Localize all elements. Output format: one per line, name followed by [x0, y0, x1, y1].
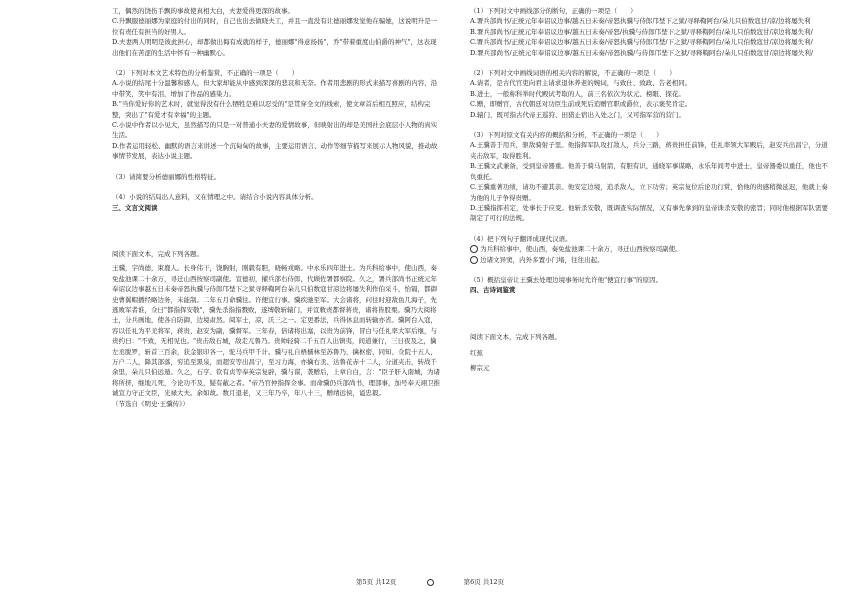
instruction: 阅读下面文本，完成下列各题。: [112, 249, 203, 258]
section-heading: 四、古诗词鉴赏: [470, 286, 516, 295]
translate-item-2: [470, 255, 830, 265]
circled-number-icon: [470, 256, 478, 264]
left-column: [112, 6, 442, 409]
option-d: D.王骥指挥若定，处事长于应变。他斩杀安敬，既调查实际情况，又有事先拿到的皇帝诛杀安敬的密旨；同时他根据军队需要制定了可行的法规。: [470, 203, 829, 223]
question-4: （4）把下列句子翻译成现代汉语。: [470, 234, 572, 243]
paragraph: 工，偶然的饶伤手飘的事故使真相大白，夫妻爱得更深的故事。: [112, 7, 294, 15]
right-column: [470, 6, 830, 373]
option-a: A.小说的结尾十分温馨和感人，但大家却能从中感到深深的悲哀和无奈。作者用悲剧的形式来描写喜剧的内容，沿中带笑，笑中有泪，增加了作品的感染力。: [112, 79, 438, 98]
translate-sentence: 边诸文异窦，内外多置小门堵，往往出起。: [480, 255, 604, 264]
translate-sentence: 为兵科给事中，使山西，奏免盐池课二十余万，寻迁山西按察司副使。: [480, 245, 682, 254]
question-2: （2）下列对文中画线词语的相关内容的解说，不正确的一项是（ ）: [470, 69, 676, 78]
page-number-left: 第5页 共12页: [355, 578, 397, 586]
option-d: D.作者运用轻松、幽默的语言来讲述一个沉甸甸的故事，主要运用语言、动作等细节描写来展示人物风貌，推动故事情节发展，表达小说主题。: [112, 141, 438, 161]
option-a: A.请者，是古代官吏向君主请求退休养老的婉词，与致仕、致政、告老相同。: [470, 79, 692, 88]
question-3: （3）请简要分析德丽娜的性格特征。: [112, 172, 221, 181]
instruction: 阅读下面文本，完成下列各题。: [470, 332, 561, 341]
translate-item-1: [470, 244, 830, 254]
classical-passage: 王骥，字尚德，束鹿人。长身伟干，饶胸射，刚毅有胆，晓畅戎略。中永乐四年进士。为兵科给事中，使山西，奏免盐池课二十余万，寻迁山西按察司副使。宣德初，擢兵部右侍郎，代顾佐署都察院。久之，署兵部尚书正统元年奉诏议边事越五日未奏帝怒执骥与侍郎邝埜下之狱寻释鞫阿台朵儿只伯数寇甘凉边将屡失利作伯采斗，怡镉，都御史曹翼帽播经略边务，未能制。二年五月命骥往。许便宜行事。骥疾驰至军。大会诸将，问往时迎敌鱼几海子，先逃败军者谁，佥曰"都指挥安敬"，骥先杀指指戮败，遂缚敬斩辕门，并宣敕责都督蒋贵，诸将皆股栗。骥乃大阅将士，分兵画地，使各自防御，边境肃然。阅军士，凉，沃三之一。定更番法，兵得休息而转输亦省。骥阿台入寇，容以任礼为平羌将军，蒋贵、赵安为副，骥督军。三年春，倍诸将出塞，以贵为前锋，冒白与任礼率大军后继，与贵约曰："不致，无相见也。"贵击敌石城，敌走兀鲁乃。贵帅轻骑二千五百人出镇夷，间道兼行，三日夜及之，擒左丞脱罗，斩首三百余，获金银印各一，驼马兵甲千计。骥与礼自梧檽林至苏鲁乃，擒枢密、同知、佥院十五人，万户二人，降其部落，穷追至黑泉，而超安等出昌宁，至习力海，亦擒右丞、达鲁花赤十二人，分道夹击，转战千余里，朵儿只伯远遁。久之，石亨、钦有贞等奉英宗复辟，骥与谋，袭赠后，上章自白，言："臣子肝入南城，为诸将所挤，继地儿死，今论功不及，疑有蔽之者。"帝乃官仲指挥佥事。而命骥仍兵部尚书，理部事，加号奉天翊卫推诚宣力守正文臣，光禄大夫。余如故。数月退老，又三年乃卒，年八十三，赠靖远侯，谥忠毅。: [112, 264, 440, 398]
paragraph: C.升飘服德丽娜为家庭的付出的同时，自己也出去做晓夫工，并且一直没有让德丽娜发觉他在骗她，这说明升是一位有责任有担当的好男人。: [112, 17, 438, 36]
option-c: C.署兵部尚书/正统元年奉诏议边事/越五日未奏/帝怒执骥与侍郎邝埜/下之狱/寻释鞫阿台/朵儿只伯数寇甘/凉边将屡失利/: [470, 38, 813, 47]
poem-author: 柳宗元: [470, 363, 490, 372]
circled-number-icon: [470, 245, 478, 253]
paragraph: D.夫妻两人明明是彼此担心，却都做出侮有成就的样子，德丽娜"得意扬扬"，乔"带着重度山伯爵的神气"，这表现出他们在苦涩的生活中怀有一种幽默心。: [112, 38, 437, 57]
center-circle-icon: [427, 579, 434, 586]
option-b: B."当你爱好你的艺术时，就觉得没有什么牺牲是难以忍受的"是贯穿全文的线索，使文章首后相互照应，结构完整，突出了"有爱才有幸福"的主题。: [112, 100, 431, 119]
option-a: A.署兵部尚书/正统元年奉诏议边事/越五日未奏/帝怒执骥与侍郎邝埜下之狱/寻释鞫阿台/朵儿只伯数寇甘/凉/边将屡失利: [470, 17, 811, 26]
option-b: B.王骥文武兼备，受到皇帝器重。他善于骑马射箭，有胆有识，通晓军事谋略，永乐年间考中进士，皇帝器委以重任，他也不负重托。: [470, 162, 828, 181]
question-3: （3）下列对原文有关内容的概括和分析，不正确的一项是（ ）: [470, 131, 663, 140]
option-d: D.署兵部尚书/正统元年奉诏议边事/越五日未奏/帝怒执骥/与侍郎邝埜下之狱/寻释鞫阿台/朵儿只伯数寇甘/凉边将屡失利/: [470, 48, 814, 57]
question-5: （5）概括皇帝让王骥去处理边境事务时允许他"便宜行事"的原因。: [470, 275, 663, 284]
option-d: D.辕门，既可指古代帝王巡狩、田猎止宿出入处之门，又可指军营的营门。: [470, 110, 686, 119]
poem-title: 红蕉: [470, 349, 483, 358]
option-b: B.进士，一般称科举时代殿试考取的人，前三名依次为状元、榜眼、探花。: [470, 89, 685, 98]
option-c: C.赠，即赠官，古代朝廷对功臣生前或死后追赠官职或爵位，表示褒奖肯定。: [470, 100, 692, 109]
page-footer: [0, 577, 860, 586]
question-1: （1）下列对文中画线部分的断句，正确的一项是（ ）: [470, 7, 637, 15]
option-c: C.小说中作者以小见大，虽然描写的只是一对普通小夫妻的爱情故事，但映射出的却是美国社会底层小人物的真实生活。: [112, 121, 438, 140]
option-b: B.署兵部尚书/正统元年奉诏议边事/越五日未奏/帝怒/执骥与侍郎邝埜下之狱/寻释鞫阿台/朵儿只伯数寇甘/凉边将屡失利/: [470, 27, 813, 36]
question-2: （2）下列对本文艺术特色的分析鉴赏，不正确的一项是（ ）: [112, 69, 299, 78]
page-number-right: 第6页 共12页: [463, 578, 505, 586]
option-c: C.王骥重著功绩，请功不避其亲。他安定边境，追杀敌人，立下功劳；英宗复位后论功行赏，恰他的贵感稍微延迟，他就上奏为他的儿子争得贵赠。: [470, 183, 828, 202]
section-heading: 三、文言文阅读: [112, 203, 158, 212]
question-4: （4）小说的结局出人意料，又在情理之中。请结合小说内容具体分析。: [112, 193, 318, 202]
source-note: （节选自《明史·王骥传》）: [112, 399, 189, 408]
option-a: A.王骥善于用兵，驱敌骑射子里。他指挥军队攻打敌人，兵分三路，蒋贵担任前锋，任礼率领大军殿后，赵安兵出昌宁，分道夹击敌军，取得胜利。: [470, 141, 828, 160]
